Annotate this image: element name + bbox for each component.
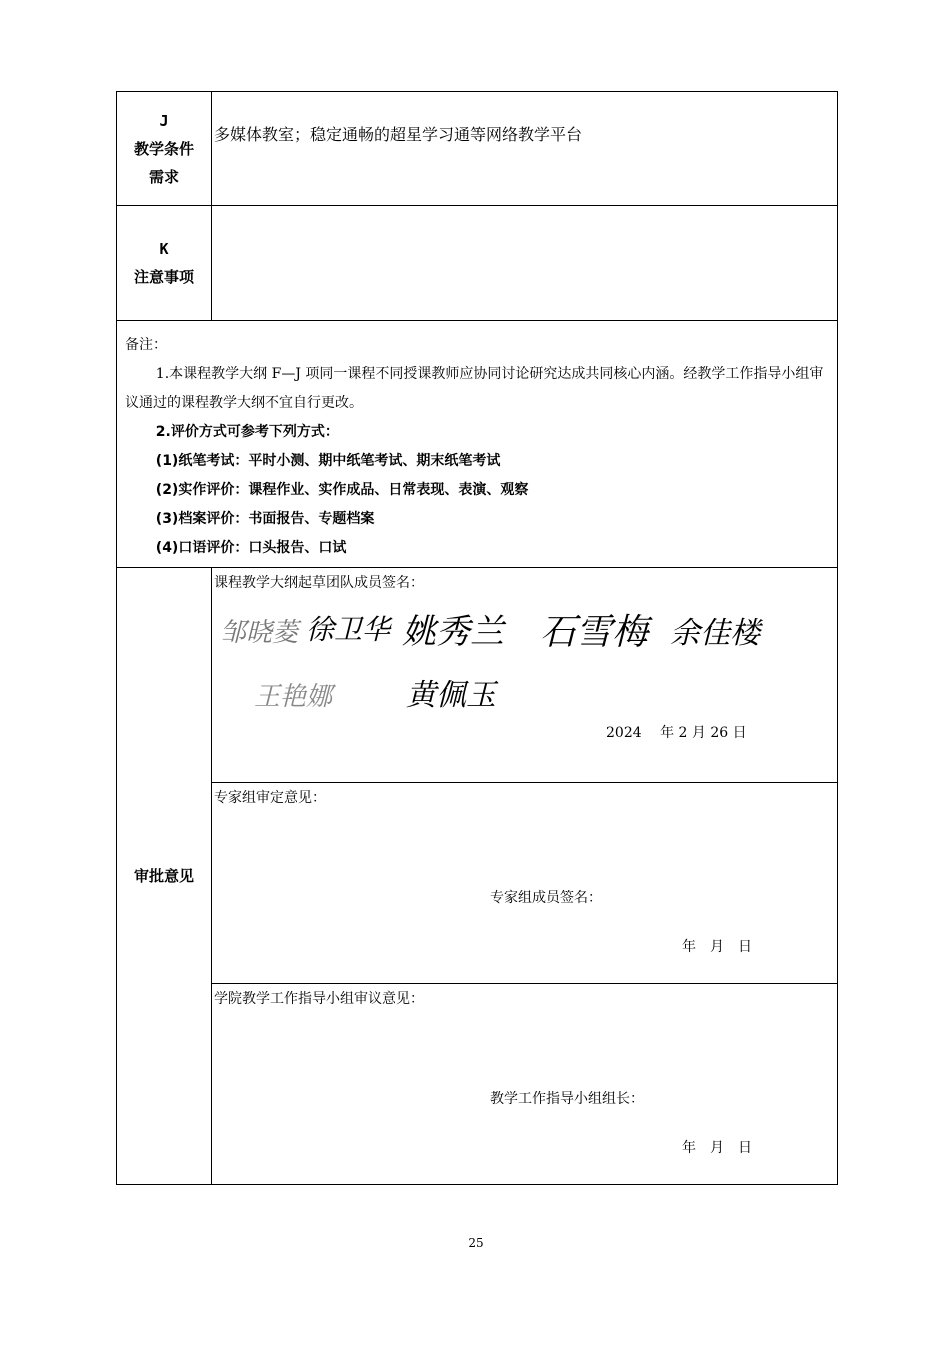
signature: 石雪梅 [540,612,649,653]
expert-sign-label: 专家组成员签名： [490,890,602,906]
drafting-date: 2024 年 2 月 26 日 [606,725,747,741]
college-review-cell [212,984,838,1185]
row-code-k: K [159,240,169,258]
content-teaching-conditions [212,92,838,206]
label-notes: 注意事项 [133,268,194,286]
assessment-title: 2.评价方式可参考下列方式： [155,424,339,440]
signature: 余佳楼 [670,616,760,651]
assessment-item: (4)口语评价：口头报告、口试 [155,540,347,556]
drafting-team-title: 课程教学大纲起草团队成员签名： [214,575,424,591]
approval-label: 审批意见 [133,867,194,885]
row-teaching-conditions [117,92,838,206]
row-approval-college [117,984,838,1185]
content-notes-matters [212,206,838,321]
college-review-title: 学院教学工作指导小组审议意见： [214,991,424,1007]
row-approval-drafting [117,568,838,783]
signature: 姚秀兰 [402,612,504,652]
row-remarks [117,321,838,568]
signature: 王艳娜 [254,682,333,712]
label-line-2: 需求 [148,167,179,186]
label-notes-matters [117,206,212,321]
assessment-item: (2)实作评价：课程作业、实作成品、日常表现、表演、观察 [155,482,529,498]
label-line-1: 教学条件 [133,139,194,158]
remarks-paragraph: 1.本课程教学大纲 F—J 项同一课程不同授课教师应协同讨论研究达成共同核心内涵。经教学工作指导小组审议通过的课程教学大纲不宜自行更改。 [125,366,824,411]
drafting-team-cell [212,568,838,783]
assessment-item: (3)档案评价：书面报告、专题档案 [155,511,375,527]
remarks-title: 备注： [125,337,167,353]
syllabus-form-table [116,91,838,1185]
signature: 徐卫华 [306,613,391,646]
assessment-item: (1)纸笔考试：平时小测、期中纸笔考试、期末纸笔考试 [155,453,501,469]
expert-review-title: 专家组审定意见： [214,790,326,806]
signature: 邹晓菱 [220,618,299,648]
label-teaching-conditions [117,92,212,206]
row-approval-expert [117,783,838,984]
teaching-conditions-text: 多媒体教室；稳定通畅的超星学习通等网络教学平台 [214,125,583,144]
college-date: 年 月 日 [682,1140,752,1156]
row-code-j: J [159,111,169,130]
college-sign-label: 教学工作指导小组组长： [490,1091,644,1107]
expert-date: 年 月 日 [682,939,752,955]
expert-review-cell [212,783,838,984]
signature: 黄佩玉 [406,678,496,713]
page-number: 25 [468,1236,484,1250]
label-approval [117,568,212,1185]
row-notes-matters [117,206,838,321]
remarks-cell [117,321,838,568]
